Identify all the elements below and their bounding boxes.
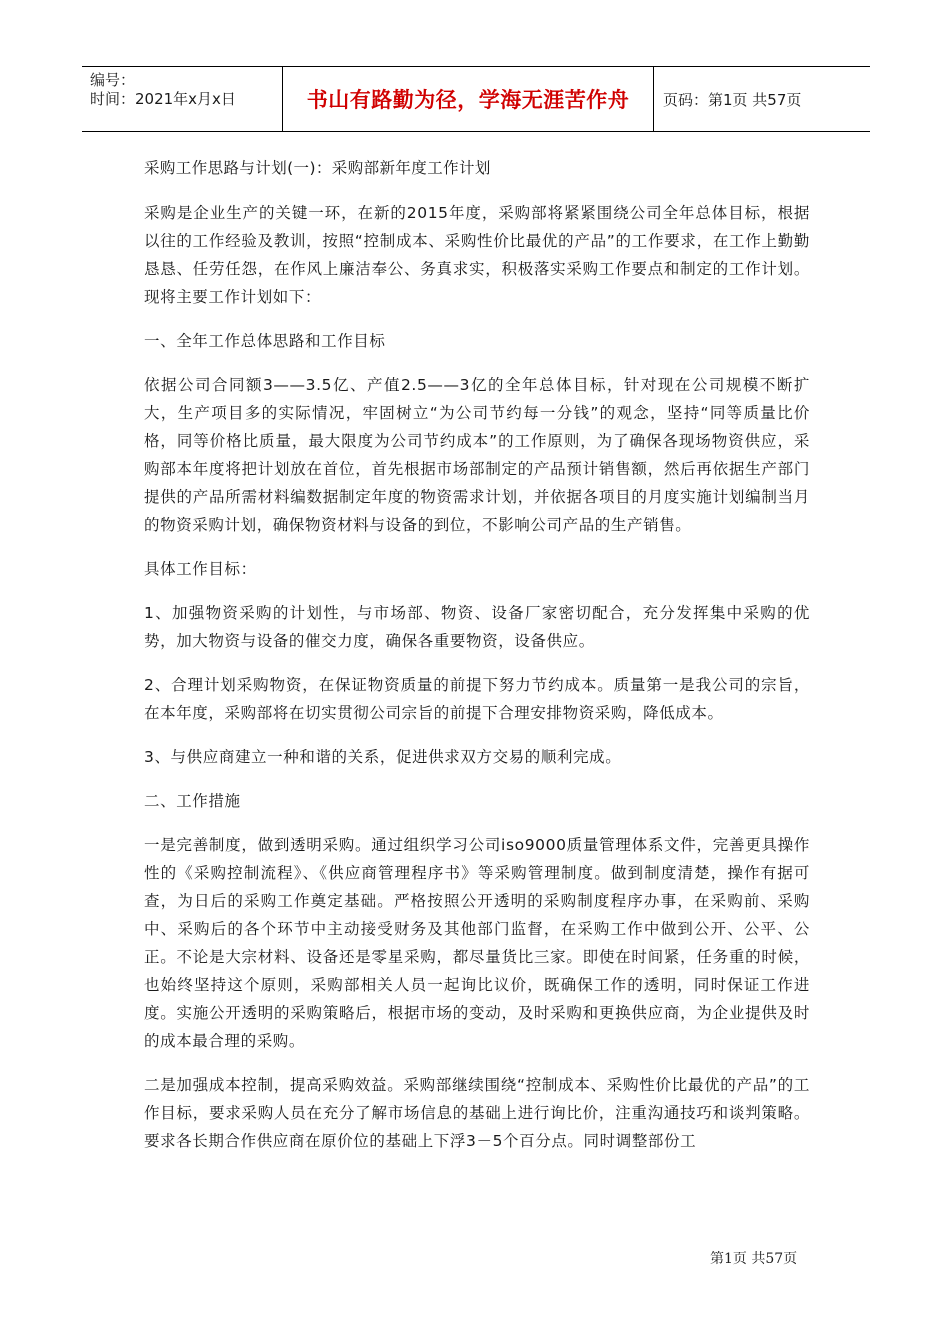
document-body [144, 154, 810, 1171]
paragraph-intro: 采购是企业生产的关键一环，在新的2015年度，采购部将紧紧围绕公司全年总体目标，根据以往的工作经验及教训，按照“控制成本、采购性价比最优的产品”的工作要求，在工作上勤勤恳恳、任劳任怨，在作风上廉洁奉公、务真求实，积极落实采购工作要点和制定的工作计划。现将主要工作计划如下： [144, 204, 810, 306]
measure-paragraph-1: 一是完善制度，做到透明采购。通过组织学习公司iso9000质量管理体系文件，完善更具操作性的《采购控制流程》、《供应商管理程序书》等采购管理制度。做到制度清楚，操作有据可查，为日后的采购工作奠定基础。严格按照公开透明的采购制度程序办事，在采购前、采购中、采购后的各个环节中主动接受财务及其他部门监督，在采购工作中做到公开、公平、公正。不论是大宗材料、设备还是零星采购，都尽量货比三家。即使在时间紧，任务重的时候，也始终坚持这个原则，采购部相关人员一起询比议价，既确保工作的透明，同时保证工作进度。实施公开透明的采购策略后，根据市场的变动，及时采购和更换供应商，为企业提供及时的成本最合理的采购。 [144, 836, 810, 1050]
goal-item-3: 3、与供应商建立一种和谐的关系，促进供求双方交易的顺利完成。 [144, 748, 622, 766]
page-footer: 第1页 共57页 [710, 1251, 798, 1267]
header-page-info: 页码：第1页 共57页 [663, 90, 802, 109]
document-time-label: 时间：2021年x月x日 [90, 90, 236, 108]
document-number-label: 编号： [90, 71, 136, 89]
header-meta [82, 67, 283, 131]
document-title: 采购工作思路与计划(一)：采购部新年度工作计划 [144, 159, 491, 177]
subheading-goals: 具体工作目标： [144, 560, 257, 578]
section-heading-1: 一、全年工作总体思路和工作目标 [144, 332, 386, 350]
paragraph-overall-plan: 依据公司合同额3——3.5亿、产值2.5——3亿的全年总体目标，针对现在公司规模不断扩大，生产项目多的实际情况，牢固树立“为公司节约每一分钱”的观念，坚持“同等质量比价格，同等价格比质量，最大限度为公司节约成本”的工作原则，为了确保各现场物资供应，采购部本年度将把计划放在首位，首先根据市场部制定的产品预计销售额，然后再依据生产部门提供的产品所需材料编数据制定年度的物资需求计划，并依据各项目的月度实施计划编制当月的物资采购计划，确保物资材料与设备的到位，不影响公司产品的生产销售。 [144, 376, 810, 534]
document-header [82, 66, 870, 132]
header-motto: 书山有路勤为径，学海无涯苦作舟 [283, 67, 654, 131]
section-heading-2: 二、工作措施 [144, 792, 241, 810]
goal-item-2: 2、合理计划采购物资，在保证物资质量的前提下努力节约成本。质量第一是我公司的宗旨，在本年度，采购部将在切实贯彻公司宗旨的前提下合理安排物资采购，降低成本。 [144, 676, 810, 722]
measure-paragraph-2: 二是加强成本控制，提高采购效益。采购部继续围绕“控制成本、采购性价比最优的产品”的工作目标，要求采购人员在充分了解市场信息的基础上进行询比价，注重沟通技巧和谈判策略。要求各长期合作供应商在原价位的基础上下浮3－5个百分点。同时调整部份工 [144, 1076, 810, 1150]
goal-item-1: 1、加强物资采购的计划性，与市场部、物资、设备厂家密切配合，充分发挥集中采购的优势，加大物资与设备的催交力度，确保各重要物资，设备供应。 [144, 604, 810, 650]
